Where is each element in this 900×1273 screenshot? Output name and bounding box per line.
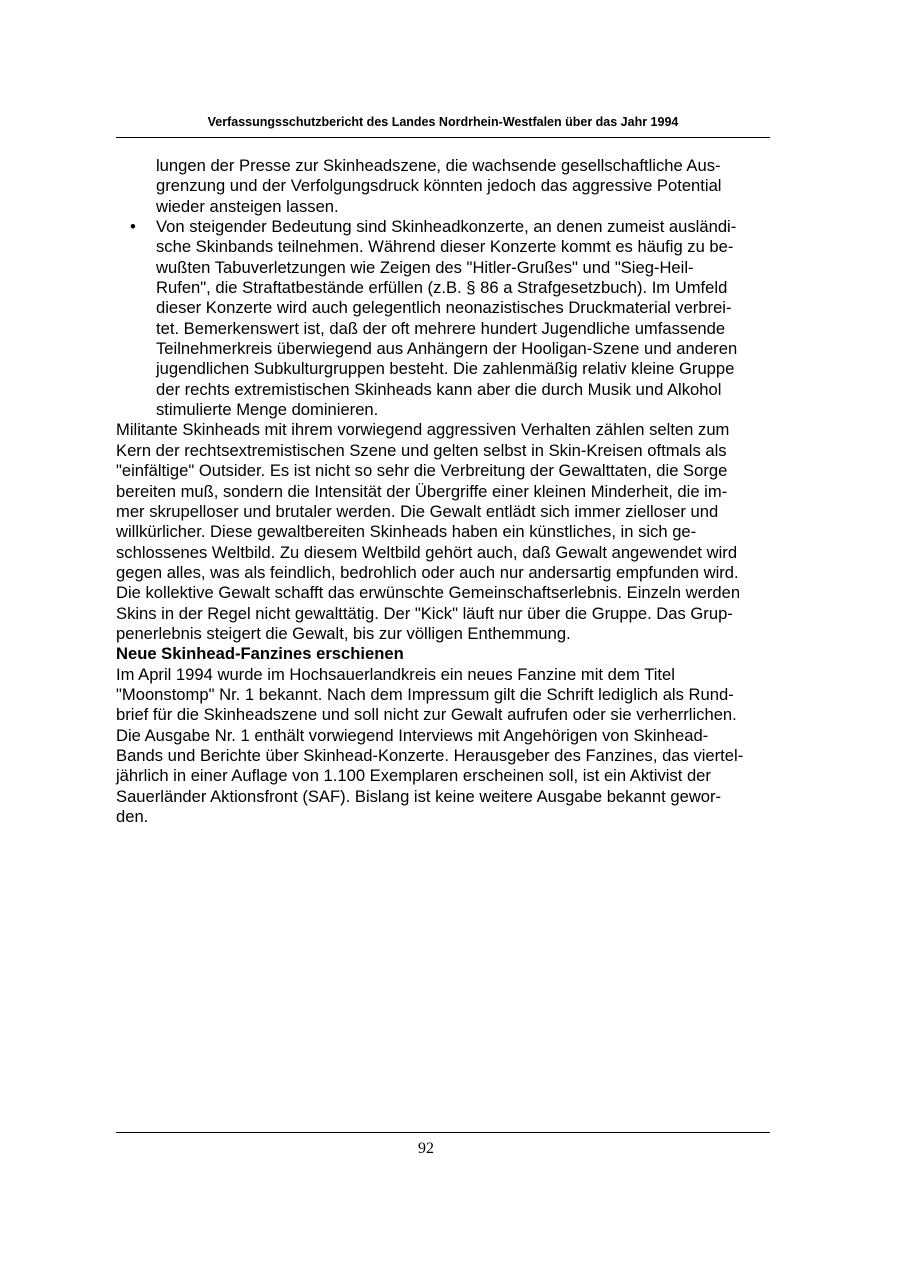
text-line: mer skrupelloser und brutaler werden. Die Gewalt entlädt sich immer zielloser und xyxy=(116,501,719,521)
running-header: Verfassungsschutzbericht des Landes Nordrhein-Westfalen über das Jahr 1994 xyxy=(207,115,679,129)
text-line: Die Ausgabe Nr. 1 enthält vorwiegend Interviews mit Angehörigen von Skinhead- xyxy=(116,725,709,745)
text-line: "einfältige" Outsider. Es ist nicht so sehr die Verbreitung der Gewalttaten, die Sorge xyxy=(116,461,728,481)
text-line: schlossenes Weltbild. Zu diesem Weltbild gehört auch, daß Gewalt angewendet wird xyxy=(116,542,738,562)
section-heading: Neue Skinhead-Fanzines erschienen xyxy=(116,644,404,664)
text-line: sche Skinbands teilnehmen. Während dieser Konzerte kommt es häufig zu be- xyxy=(156,237,734,257)
text-line: lungen der Presse zur Skinheadszene, die wachsende gesellschaftliche Aus- xyxy=(156,156,721,175)
bullet-icon: • xyxy=(130,217,136,237)
text-line: Von steigender Bedeutung sind Skinheadkonzerte, an denen zumeist ausländi- xyxy=(156,217,737,237)
page-body xyxy=(116,156,776,827)
text-line: grenzung und der Verfolgungsdruck könnten jedoch das aggressive Potential xyxy=(156,176,722,196)
continuation-text xyxy=(116,156,776,217)
text-line: stimulierte Menge dominieren. xyxy=(156,400,379,420)
text-line: gegen alles, was als feindlich, bedrohlich oder auch nur andersartig empfunden wird. xyxy=(116,562,739,582)
text-line: Teilnehmerkreis überwiegend aus Anhängern der Hooligan-Szene und anderen xyxy=(156,339,738,359)
text-line: wieder ansteigen lassen. xyxy=(156,196,339,216)
text-line: dieser Konzerte wird auch gelegentlich neonazistisches Druckmaterial verbrei- xyxy=(156,298,732,318)
text-line: der rechts extremistischen Skinheads kann aber die durch Musik und Alkohol xyxy=(156,379,722,399)
text-line: jugendlichen Subkulturgruppen besteht. Die zahlenmäßig relativ kleine Gruppe xyxy=(156,359,735,379)
text-line: den. xyxy=(116,807,149,826)
paragraph-militant-skinheads xyxy=(116,420,776,644)
text-line: Sauerländer Aktionsfront (SAF). Bislang ist keine weitere Ausgabe bekannt gewor- xyxy=(116,786,722,806)
text-line: willkürlicher. Diese gewaltbereiten Skinheads haben ein künstliches, in sich ge- xyxy=(116,522,697,542)
text-line: Skins in der Regel nicht gewalttätig. Der "Kick" läuft nur über die Gruppe. Das Grup- xyxy=(116,603,733,623)
text-line: Rufen", die Straftatbestände erfüllen (z.B. § 86 a Strafgesetzbuch). Im Umfeld xyxy=(156,278,728,298)
page-number: 92 xyxy=(418,1140,434,1157)
text-line: Kern der rechtsextremistischen Szene und gelten selbst in Skin-Kreisen oftmals als xyxy=(116,440,727,460)
paragraph-fanzines xyxy=(116,665,776,828)
text-line: Im April 1994 wurde im Hochsauerlandkreis ein neues Fanzine mit dem Titel xyxy=(116,664,675,684)
text-line: Militante Skinheads mit ihrem vorwiegend aggressiven Verhalten zählen selten zum xyxy=(116,420,730,440)
text-line: brief für die Skinheadszene und soll nicht zur Gewalt aufrufen oder sie verherrlichen. xyxy=(116,705,737,725)
text-line: bereiten muß, sondern die Intensität der Übergriffe einer kleinen Minderheit, die im- xyxy=(116,481,728,501)
text-line: tet. Bemerkenswert ist, daß der oft mehrere hundert Jugendliche umfassende xyxy=(156,318,726,338)
text-line: "Moonstomp" Nr. 1 bekannt. Nach dem Impressum gilt die Schrift lediglich als Rund- xyxy=(116,684,734,704)
text-line: Bands und Berichte über Skinhead-Konzerte. Herausgeber des Fanzines, das viertel- xyxy=(116,745,744,765)
bullet-item xyxy=(116,217,776,420)
footer-rule xyxy=(116,1132,770,1133)
text-line: jährlich in einer Auflage von 1.100 Exemplaren erscheinen soll, ist ein Aktivist der xyxy=(116,766,711,786)
header-rule xyxy=(116,137,770,138)
text-line: Die kollektive Gewalt schafft das erwünschte Gemeinschaftserlebnis. Einzeln werden xyxy=(116,583,741,603)
text-line: wußten Tabuverletzungen wie Zeigen des "Hitler-Grußes" und "Sieg-Heil- xyxy=(156,257,694,277)
text-line: penerlebnis steigert die Gewalt, bis zur völligen Enthemmung. xyxy=(116,623,571,643)
